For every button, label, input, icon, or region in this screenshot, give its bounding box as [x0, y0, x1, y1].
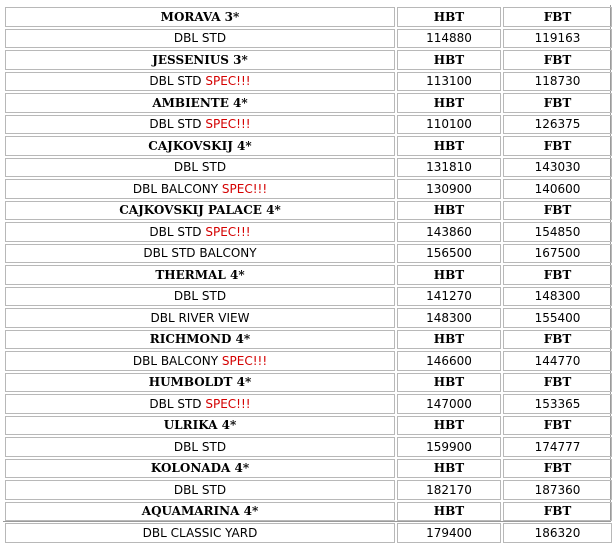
hbt-price: 147000 — [397, 394, 501, 414]
room-type-cell — [5, 480, 395, 500]
room-row — [5, 480, 612, 500]
hotel-name: AQUAMARINA 4* — [5, 502, 395, 522]
hbt-price: 141270 — [397, 287, 501, 307]
room-type: DBL STD — [173, 482, 227, 497]
room-row — [5, 115, 612, 135]
fbt-price: 167500 — [503, 244, 612, 264]
room-type-cell — [5, 179, 395, 199]
hotel-name: CAJKOVSKIJ PALACE 4* — [5, 201, 395, 221]
fbt-price: 186320 — [503, 523, 612, 543]
hotel-name: CAJKOVSKIJ 4* — [5, 136, 395, 156]
room-type-cell — [5, 244, 395, 264]
fbt-header: FBT — [503, 50, 612, 70]
hotel-header-row — [5, 7, 612, 27]
room-row — [5, 244, 612, 264]
room-type-cell — [5, 394, 395, 414]
fbt-price: 119163 — [503, 29, 612, 49]
special-offer-label: SPEC!!! — [205, 224, 251, 239]
room-type-cell — [5, 72, 395, 92]
room-row — [5, 179, 612, 199]
fbt-price: 126375 — [503, 115, 612, 135]
fbt-header: FBT — [503, 459, 612, 479]
hbt-price: 146600 — [397, 351, 501, 371]
room-row — [5, 394, 612, 414]
hbt-header: HBT — [397, 502, 501, 522]
hotel-header-row — [5, 201, 612, 221]
hotel-header-row — [5, 93, 612, 113]
fbt-price: 140600 — [503, 179, 612, 199]
room-type-cell — [5, 158, 395, 178]
hbt-price: 159900 — [397, 437, 501, 457]
hbt-header: HBT — [397, 265, 501, 285]
room-type: DBL STD — [173, 31, 227, 46]
hbt-header: HBT — [397, 330, 501, 350]
fbt-header: FBT — [503, 502, 612, 522]
room-row — [5, 308, 612, 328]
fbt-price: 174777 — [503, 437, 612, 457]
hotel-name: JESSENIUS 3* — [5, 50, 395, 70]
room-type-cell — [5, 287, 395, 307]
fbt-header: FBT — [503, 7, 612, 27]
hbt-price: 182170 — [397, 480, 501, 500]
hbt-price: 114880 — [397, 29, 501, 49]
fbt-price: 118730 — [503, 72, 612, 92]
room-type-cell — [5, 29, 395, 49]
fbt-price: 148300 — [503, 287, 612, 307]
hbt-header: HBT — [397, 459, 501, 479]
price-table-body — [5, 7, 612, 543]
hbt-header: HBT — [397, 136, 501, 156]
room-type-cell — [5, 523, 395, 543]
room-row — [5, 222, 612, 242]
hbt-header: HBT — [397, 93, 501, 113]
hbt-header: HBT — [397, 373, 501, 393]
fbt-header: FBT — [503, 265, 612, 285]
fbt-header: FBT — [503, 136, 612, 156]
room-type: DBL STD — [149, 74, 206, 89]
hotel-header-row — [5, 502, 612, 522]
fbt-header: FBT — [503, 201, 612, 221]
fbt-price: 143030 — [503, 158, 612, 178]
hotel-header-row — [5, 265, 612, 285]
room-type: DBL STD — [149, 117, 206, 132]
hotel-header-row — [5, 373, 612, 393]
hbt-price: 179400 — [397, 523, 501, 543]
room-type-cell — [5, 351, 395, 371]
room-type: DBL RIVER VIEW — [150, 310, 250, 325]
hotel-name: HUMBOLDT 4* — [5, 373, 395, 393]
room-type: DBL STD — [173, 439, 227, 454]
price-table — [3, 5, 613, 545]
hbt-header: HBT — [397, 201, 501, 221]
hbt-header: HBT — [397, 416, 501, 436]
fbt-price: 144770 — [503, 351, 612, 371]
hbt-price: 131810 — [397, 158, 501, 178]
fbt-price: 155400 — [503, 308, 612, 328]
hotel-name: MORAVA 3* — [5, 7, 395, 27]
hotel-header-row — [5, 416, 612, 436]
room-type-cell — [5, 222, 395, 242]
fbt-header: FBT — [503, 416, 612, 436]
room-type: DBL STD BALCONY — [143, 246, 257, 261]
special-offer-label: SPEC!!! — [205, 117, 251, 132]
hotel-name: RICHMOND 4* — [5, 330, 395, 350]
room-type: DBL STD — [173, 160, 227, 175]
hotel-header-row — [5, 330, 612, 350]
hotel-header-row — [5, 50, 612, 70]
hbt-price: 110100 — [397, 115, 501, 135]
fbt-header: FBT — [503, 330, 612, 350]
hotel-name: AMBIENTE 4* — [5, 93, 395, 113]
room-type: DBL BALCONY — [132, 181, 222, 196]
hotel-header-row — [5, 459, 612, 479]
hbt-price: 148300 — [397, 308, 501, 328]
hbt-price: 130900 — [397, 179, 501, 199]
room-type-cell — [5, 115, 395, 135]
hotel-name: ULRIKA 4* — [5, 416, 395, 436]
room-row — [5, 437, 612, 457]
room-row — [5, 29, 612, 49]
room-type: DBL BALCONY — [132, 353, 222, 368]
special-offer-label: SPEC!!! — [221, 353, 268, 368]
room-row — [5, 523, 612, 543]
room-type: DBL STD — [173, 289, 227, 304]
fbt-header: FBT — [503, 93, 612, 113]
fbt-header: FBT — [503, 373, 612, 393]
hotel-name: THERMAL 4* — [5, 265, 395, 285]
room-row — [5, 72, 612, 92]
hbt-price: 156500 — [397, 244, 501, 264]
special-offer-label: SPEC!!! — [221, 181, 268, 196]
hbt-price: 143860 — [397, 222, 501, 242]
room-row — [5, 351, 612, 371]
price-table-container — [3, 5, 611, 540]
room-type: DBL STD — [149, 396, 206, 411]
hbt-header: HBT — [397, 50, 501, 70]
special-offer-label: SPEC!!! — [205, 74, 251, 89]
room-row — [5, 158, 612, 178]
special-offer-label: SPEC!!! — [205, 396, 251, 411]
room-type-cell — [5, 437, 395, 457]
fbt-price: 187360 — [503, 480, 612, 500]
room-type: DBL STD — [149, 224, 206, 239]
room-row — [5, 287, 612, 307]
fbt-price: 153365 — [503, 394, 612, 414]
hbt-price: 113100 — [397, 72, 501, 92]
hotel-name: KOLONADA 4* — [5, 459, 395, 479]
room-type-cell — [5, 308, 395, 328]
fbt-price: 154850 — [503, 222, 612, 242]
room-type: DBL CLASSIC YARD — [142, 525, 258, 540]
hbt-header: HBT — [397, 7, 501, 27]
hotel-header-row — [5, 136, 612, 156]
